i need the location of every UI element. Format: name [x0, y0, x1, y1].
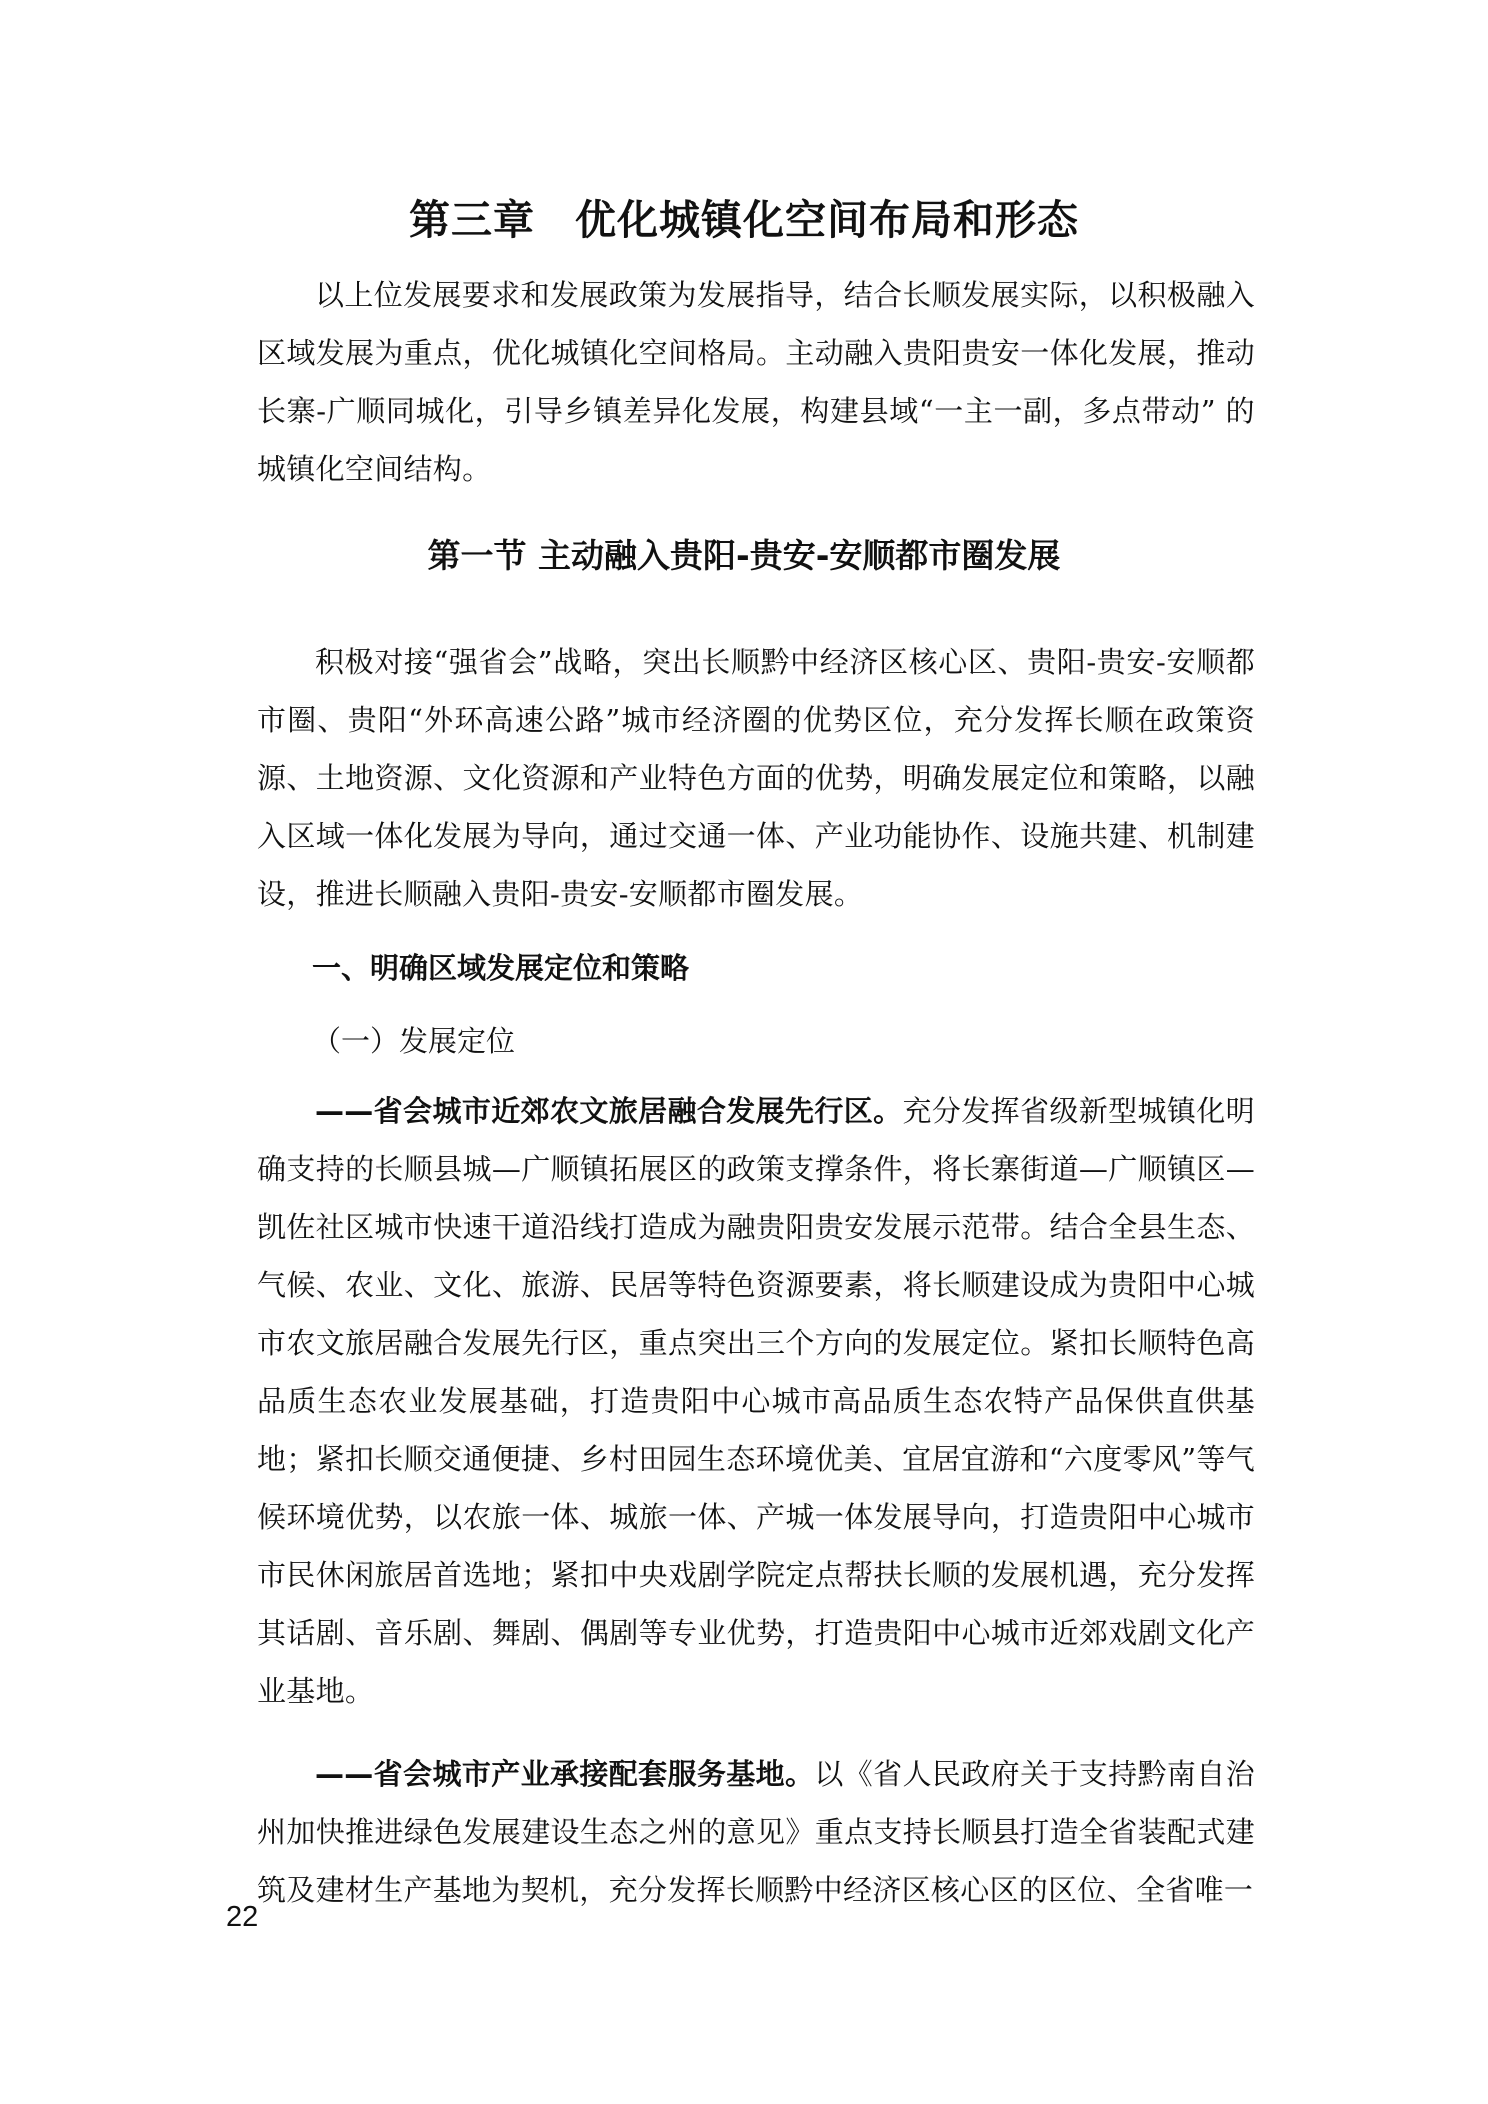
positioning-2-lead: ——省会城市产业承接配套服务基地。: [315, 1757, 815, 1791]
section-title: 第一节 主动融入贵阳-贵安-安顺都市圈发展: [427, 536, 1061, 575]
chapter-title: [0, 190, 1488, 250]
page-number: 22: [226, 1901, 259, 1933]
positioning-2-body: 以《省人民政府关于支持黔南自治州加快推进绿色发展建设生态之州的意见》重点支持长顺县打造全省装配式建筑及建材生产基地为契机，充分发挥长顺黔中经济区核心区的区位、全省唯一: [257, 1757, 1255, 1907]
section-paragraph: 积极对接“强省会”战略，突出长顺黔中经济区核心区、贵阳-贵安-安顺都市圈、贵阳“外环高速公路”城市经济圈的优势区位，充分发挥长顺在政策资源、土地资源、文化资源和产业特色方面的优势，明确发展定位和策略，以融入区域一体化发展为导向，通过交通一体、产业功能协作、设施共建、机制建设，推进长顺融入贵阳-贵安-安顺都市圈发展。: [257, 645, 1255, 911]
positioning-paragraph-1: [257, 1082, 1255, 1720]
positioning-paragraph-2: [257, 1745, 1255, 1919]
chapter-name: 优化城镇化空间布局和形态: [575, 196, 1079, 244]
subheading-positioning: （一）发展定位: [312, 1024, 516, 1058]
positioning-1-body: 充分发挥省级新型城镇化明确支持的长顺县城—广顺镇拓展区的政策支撑条件，将长寨街道—广顺镇区—凯佐社区城市快速干道沿线打造成为融贵阳贵安发展示范带。结合全县生态、气候、农业、文化、旅游、民居等特色资源要素，将长顺建设成为贵阳中心城市农文旅居融合发展先行区，重点突出三个方向的发展定位。紧扣长顺特色高品质生态农业发展基础，打造贵阳中心城市高品质生态农特产品保供直供基地；紧扣长顺交通便捷、乡村田园生态环境优美、宜居宜游和“六度零风”等气候环境优势，以农旅一体、城旅一体、产城一体发展导向，打造贵阳中心城市市民休闲旅居首选地；紧扣中央戏剧学院定点帮扶长顺的发展机遇，充分发挥其话剧、音乐剧、舞剧、偶剧等专业优势，打造贵阳中心城市近郊戏剧文化产业基地。: [257, 1094, 1255, 1708]
positioning-1-lead: ——省会城市近郊农文旅居融合发展先行区。: [315, 1094, 903, 1128]
intro-paragraph: 以上位发展要求和发展政策为发展指导，结合长顺发展实际，以积极融入区域发展为重点，优化城镇化空间格局。主动融入贵阳贵安一体化发展，推动长寨-广顺同城化，引导乡镇差异化发展，构建县域“一主一副，多点带动” 的城镇化空间结构。: [257, 278, 1255, 486]
subheading-strategy: 一、明确区域发展定位和策略: [312, 951, 690, 985]
chapter-number: 第三章: [409, 196, 535, 244]
